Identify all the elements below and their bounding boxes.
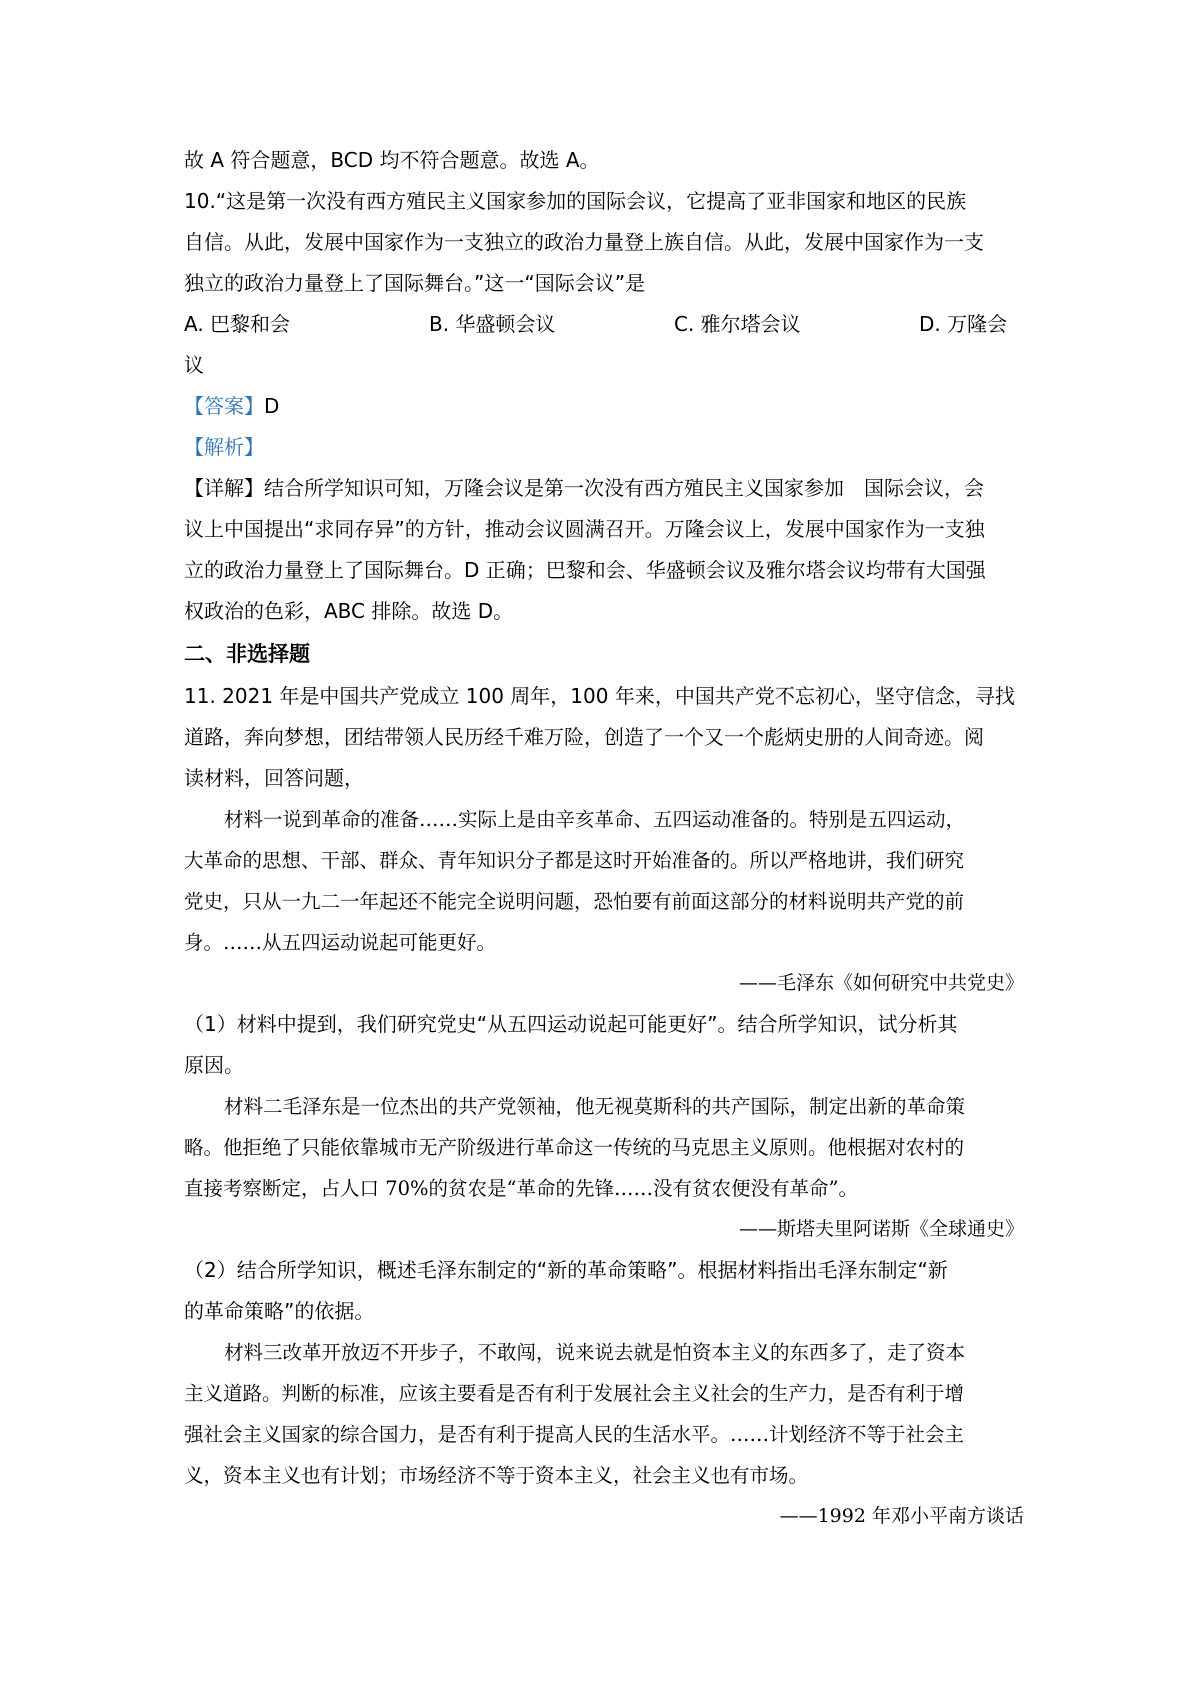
- text: 党史，只从一九二一年起还不能完全说明问题，恐怕要有前面这部分的材料说明共产党的前: [184, 890, 965, 913]
- text: 10.“这是第一次没有西方殖民主义国家参加的国际会议，它提高了亚非国家和地区的民族: [184, 189, 967, 213]
- text: 主义道路。判断的标准，应该主要看是否有利于发展社会主义社会的生产力，是否有利于增: [184, 1382, 965, 1405]
- text: 材料一说到革命的准备……实际上是由辛亥革命、五四运动准备的。特别是五四运动，: [224, 808, 966, 831]
- material-2-line-2: [184, 1127, 1024, 1168]
- text: 道路，奔向梦想，团结带领人民历经千难万险，创造了一个又一个彪炳史册的人间奇迹。阅: [184, 725, 984, 749]
- text: （1）材料中提到，我们研究党史“从五四运动说起可能更好”。结合所学知识，试分析其: [184, 1012, 958, 1036]
- text: ——毛泽东《如何研究中共党史》: [738, 972, 1024, 994]
- text: 的革命策略”的依据。: [184, 1299, 375, 1323]
- question-11-1-line-2: [184, 1045, 1024, 1086]
- text: 身。……从五四运动说起可能更好。: [184, 931, 497, 954]
- text: 故 A 符合题意，BCD 均不符合题意。故选 A。: [184, 148, 600, 172]
- question-10-line-2: [184, 222, 1024, 263]
- question-10-options: [184, 304, 1024, 345]
- text: 读材料，回答问题，: [184, 766, 364, 790]
- material-1-line-4: [184, 922, 1024, 963]
- option-b: B. 华盛顿会议: [429, 312, 556, 336]
- question-10-line-3: [184, 263, 1024, 304]
- text: 义，资本主义也有计划；市场经济不等于资本主义，社会主义也有市场。: [184, 1464, 809, 1487]
- answer-line: [184, 386, 1024, 427]
- question-11-2-line-2: [184, 1291, 1024, 1332]
- question-10-line-1: [184, 181, 1024, 222]
- answer-value: D: [264, 394, 280, 418]
- option-d-continued: [184, 345, 1024, 386]
- text: 立的政治力量登上了国际舞台。D 正确；巴黎和会、华盛顿会议及雅尔塔会议均带有大国强: [184, 558, 986, 582]
- material-1-line-1: [184, 799, 1024, 840]
- text: 自信。从此，发展中国家作为一支独立的政治力量登上族自信。从此，发展中国家作为一支: [184, 230, 984, 254]
- material-1-line-2: [184, 840, 1024, 881]
- material-2-line-3: [184, 1168, 1024, 1209]
- detail-line-1: [184, 468, 1024, 509]
- document-body: [184, 140, 1024, 1537]
- text: （2）结合所学知识，概述毛泽东制定的“新的革命策略”。根据材料指出毛泽东制定“新: [184, 1258, 948, 1282]
- material-1-source: [184, 963, 1024, 1004]
- option-a: A. 巴黎和会: [184, 312, 291, 336]
- detail-line-4: [184, 591, 1024, 632]
- material-3-line-4: [184, 1455, 1024, 1496]
- text: 略。他拒绝了只能依靠城市无产阶级进行革命这一传统的马克思主义原则。他根据对农村的: [184, 1136, 965, 1159]
- text: 【详解】结合所学知识可知，万隆会议是第一次没有西方殖民主义国家参加 国际会议，会: [184, 476, 984, 500]
- material-3-line-1: [184, 1332, 1024, 1373]
- material-2-source: [184, 1209, 1024, 1250]
- question-11-line-3: [184, 758, 1024, 799]
- detail-line-3: [184, 550, 1024, 591]
- text: 原因。: [184, 1053, 244, 1077]
- text: ——斯塔夫里阿诺斯《全球通史》: [738, 1218, 1024, 1240]
- option-c: C. 雅尔塔会议: [674, 312, 801, 336]
- material-3-line-3: [184, 1414, 1024, 1455]
- text: 独立的政治力量登上了国际舞台。”这一“国际会议”是: [184, 271, 646, 295]
- material-3-line-2: [184, 1373, 1024, 1414]
- analysis-label: 【解析】: [184, 435, 264, 459]
- analysis-line: [184, 427, 1024, 468]
- text: 权政治的色彩，ABC 排除。故选 D。: [184, 599, 514, 623]
- option-d: D. 万隆会: [919, 312, 1008, 336]
- text-line: [184, 140, 1024, 181]
- text: 直接考察断定，占人口 70%的贫农是“革命的先锋……没有贫农便没有革命”。: [184, 1177, 858, 1200]
- text: 材料二毛泽东是一位杰出的共产党领袖，他无视莫斯科的共产国际，制定出新的革命策: [224, 1095, 966, 1118]
- text: 材料三改革开放迈不开步子，不敢闯，说来说去就是怕资本主义的东西多了，走了资本: [224, 1341, 966, 1364]
- text: 大革命的思想、干部、群众、青年知识分子都是这时开始准备的。所以严格地讲，我们研究: [184, 849, 965, 872]
- question-11-line-1: [184, 676, 1024, 717]
- detail-line-2: [184, 509, 1024, 550]
- text: 11. 2021 年是中国共产党成立 100 周年，100 年来，中国共产党不忘初心，坚守信念，寻找: [184, 684, 1015, 708]
- answer-label: 【答案】: [184, 394, 264, 418]
- material-2-line-1: [184, 1086, 1024, 1127]
- material-3-source: [184, 1496, 1024, 1537]
- section-heading: 二、非选择题: [184, 642, 310, 666]
- question-11-2-line-1: [184, 1250, 1024, 1291]
- text: 议: [184, 353, 204, 377]
- text: 议上中国提出“求同存异”的方针，推动会议圆满召开。万隆会议上，发展中国家作为一支独: [184, 517, 985, 541]
- text: 强社会主义国家的综合国力，是否有利于提高人民的生活水平。……计划经济不等于社会主: [184, 1423, 965, 1446]
- question-11-line-2: [184, 717, 1024, 758]
- question-11-1-line-1: [184, 1004, 1024, 1045]
- material-1-line-3: [184, 881, 1024, 922]
- text: ——1992 年邓小平南方谈话: [779, 1505, 1024, 1527]
